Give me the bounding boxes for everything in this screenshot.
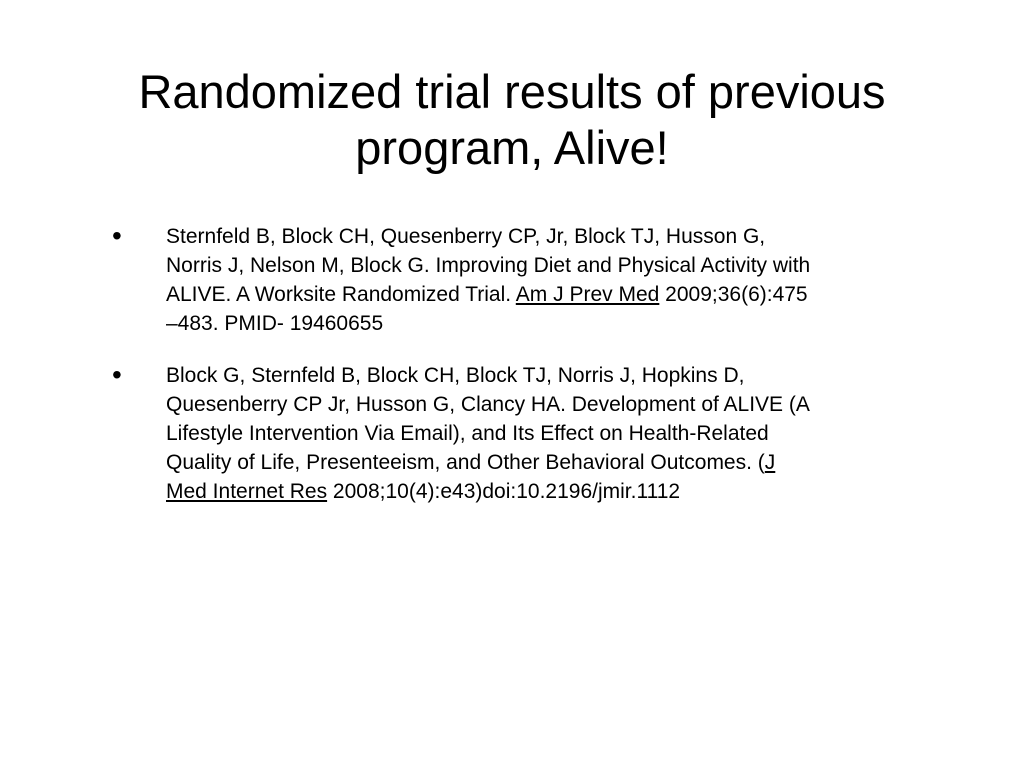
- reference-1-line-4: –483. PMID- 19460655: [166, 312, 384, 335]
- reference-2-line-3: Lifestyle Intervention Via Email), and Its Effect on Health-Related: [166, 422, 769, 445]
- reference-item-2: [112, 361, 912, 506]
- reference-1-journal-link[interactable]: Am J Prev Med: [515, 283, 660, 306]
- slide-title: [80, 64, 944, 176]
- reference-1-line-3: ALIVE. A Worksite Randomized Trial.: [166, 283, 516, 306]
- reference-item-1: [112, 222, 912, 338]
- reference-list: [112, 222, 912, 529]
- slide-title-line-2: program, Alive!: [355, 121, 669, 174]
- reference-2-line-2: Quesenberry CP Jr, Husson G, Clancy HA. Development of ALIVE (A: [166, 393, 810, 416]
- reference-2-line-4: Quality of Life, Presenteeism, and Other Behavioral Outcomes. (: [166, 451, 765, 474]
- reference-2-journal-link-part-1[interactable]: J: [764, 451, 776, 474]
- reference-1-line-1: Sternfeld B, Block CH, Quesenberry CP, Jr, Block TJ, Husson G,: [166, 225, 766, 248]
- bullet-icon: •: [112, 220, 122, 251]
- reference-1-citation: 2009;36(6):475: [659, 283, 808, 306]
- reference-2-journal-link-part-2[interactable]: Med Internet Res: [166, 480, 328, 503]
- reference-2-line-1: Block G, Sternfeld B, Block CH, Block TJ, Norris J, Hopkins D,: [166, 364, 745, 387]
- reference-1-line-2: Norris J, Nelson M, Block G. Improving Diet and Physical Activity with: [166, 254, 811, 277]
- bullet-icon: •: [112, 359, 122, 390]
- slide-title-line-1: Randomized trial results of previous: [138, 65, 886, 118]
- reference-2-citation: 2008;10(4):e43)doi:10.2196/jmir.1112: [327, 480, 681, 503]
